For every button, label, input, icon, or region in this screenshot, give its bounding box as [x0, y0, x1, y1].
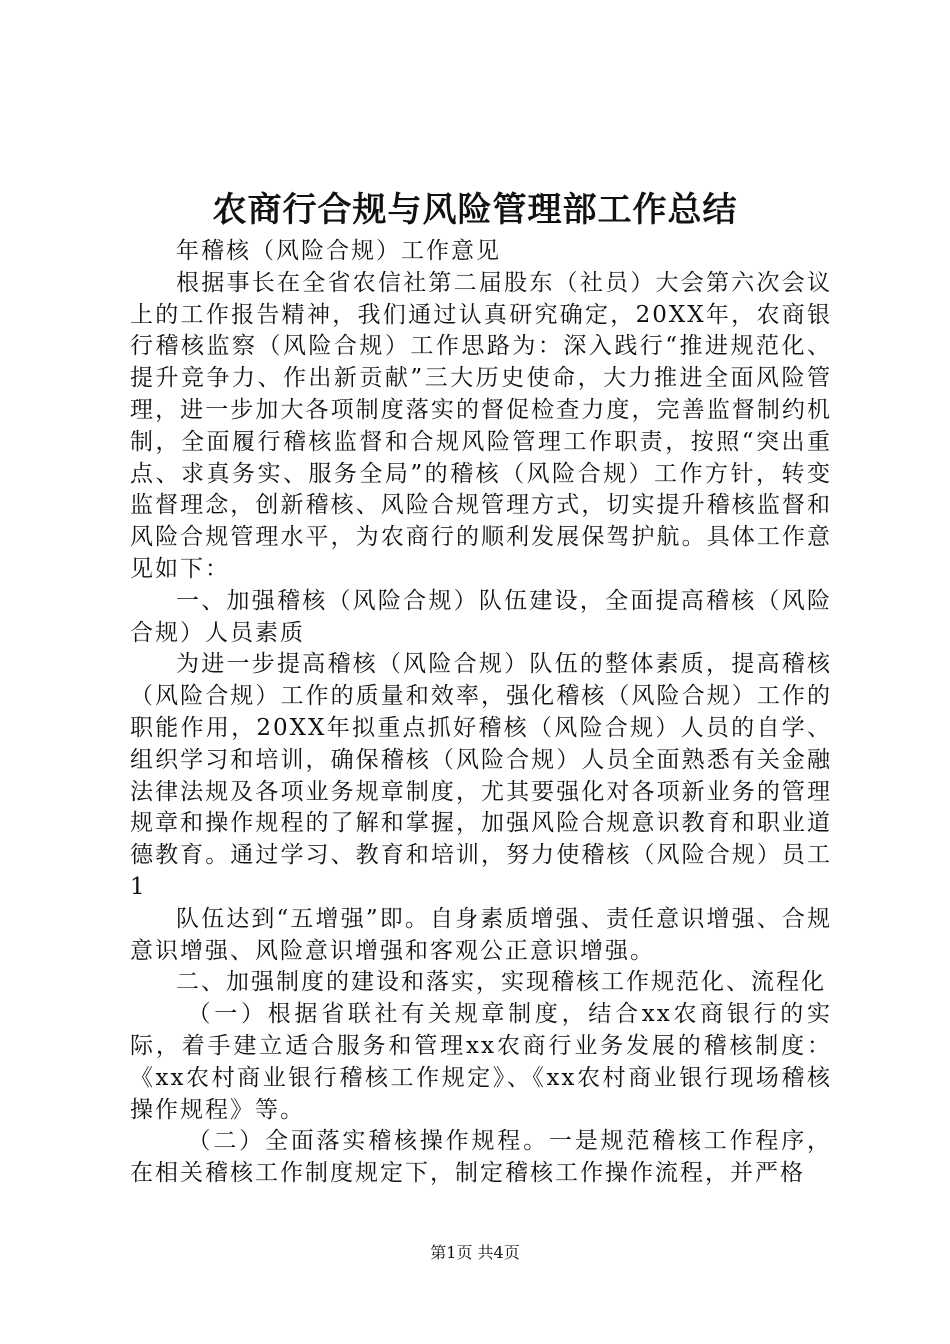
paragraph-intro: 根据事长在全省农信社第二届股东（社员）大会第六次会议上的工作报告精神，我们通过认真研究确定，20XX年，农商银行稽核监察（风险合规）工作思路为：深入践行“推进规范化、提升竞争力、作出新贡献”三大历史使命，大力推进全面风险管理，进一步加大各项制度落实的督促检查力度，完善监督制约机制，全面履行稽核监督和合规风险管理工作职责，按照“突出重点、求真务实、服务全局”的稽核（风险合规）工作方针，转变监督理念，创新稽核、风险合规管理方式，切实提升稽核监督和风险合规管理水平，为农商行的顺利发展保驾护航。具体工作意见如下： [130, 269, 832, 582]
paragraph-five-enhancements: 队伍达到“五增强”即。自身素质增强、责任意识增强、合规意识增强、风险意识增强和客观公正意识增强。 [130, 905, 832, 964]
paragraph-team-building: 为进一步提高稽核（风险合规）队伍的整体素质，提高稽核（风险合规）工作的质量和效率，强化稽核（风险合规）工作的职能作用，20XX年拟重点抓好稽核（风险合规）人员的自学、组织学习和培训，确保稽核（风险合规）人员全面熟悉有关金融法律法规及各项业务规章制度，尤其要强化对各项新业务的管理规章和操作规程的了解和掌握，加强风险合规意识教育和职业道德教育。通过学习、教育和培训，努力使稽核（风险合规）员工1 [130, 651, 832, 900]
paragraph-heading-opinion: 年稽核（风险合规）工作意见 [176, 238, 501, 264]
paragraph-item-2: （二）全面落实稽核操作规程。一是规范稽核工作程序，在相关稽核工作制度规定下，制定稽核工作操作流程，并严格 [130, 1128, 832, 1187]
document-title: 农商行合规与风险管理部工作总结 [212, 190, 738, 230]
section-heading-2: 二、加强制度的建设和落实，实现稽核工作规范化、流程化 [176, 969, 826, 996]
page-footer: 第1页 共4页 [430, 1243, 520, 1262]
paragraph-item-1: （一）根据省联社有关规章制度，结合xx农商银行的实际，着手建立适合服务和管理xx农商行业务发展的稽核制度：《xx农村商业银行稽核工作规定》、《xx农村商业银行现场稽核操作规程》等。 [130, 1001, 832, 1123]
section-heading-1: 一、加强稽核（风险合规）队伍建设，全面提高稽核（风险合规）人员素质 [130, 587, 832, 646]
document-body [130, 236, 832, 1190]
